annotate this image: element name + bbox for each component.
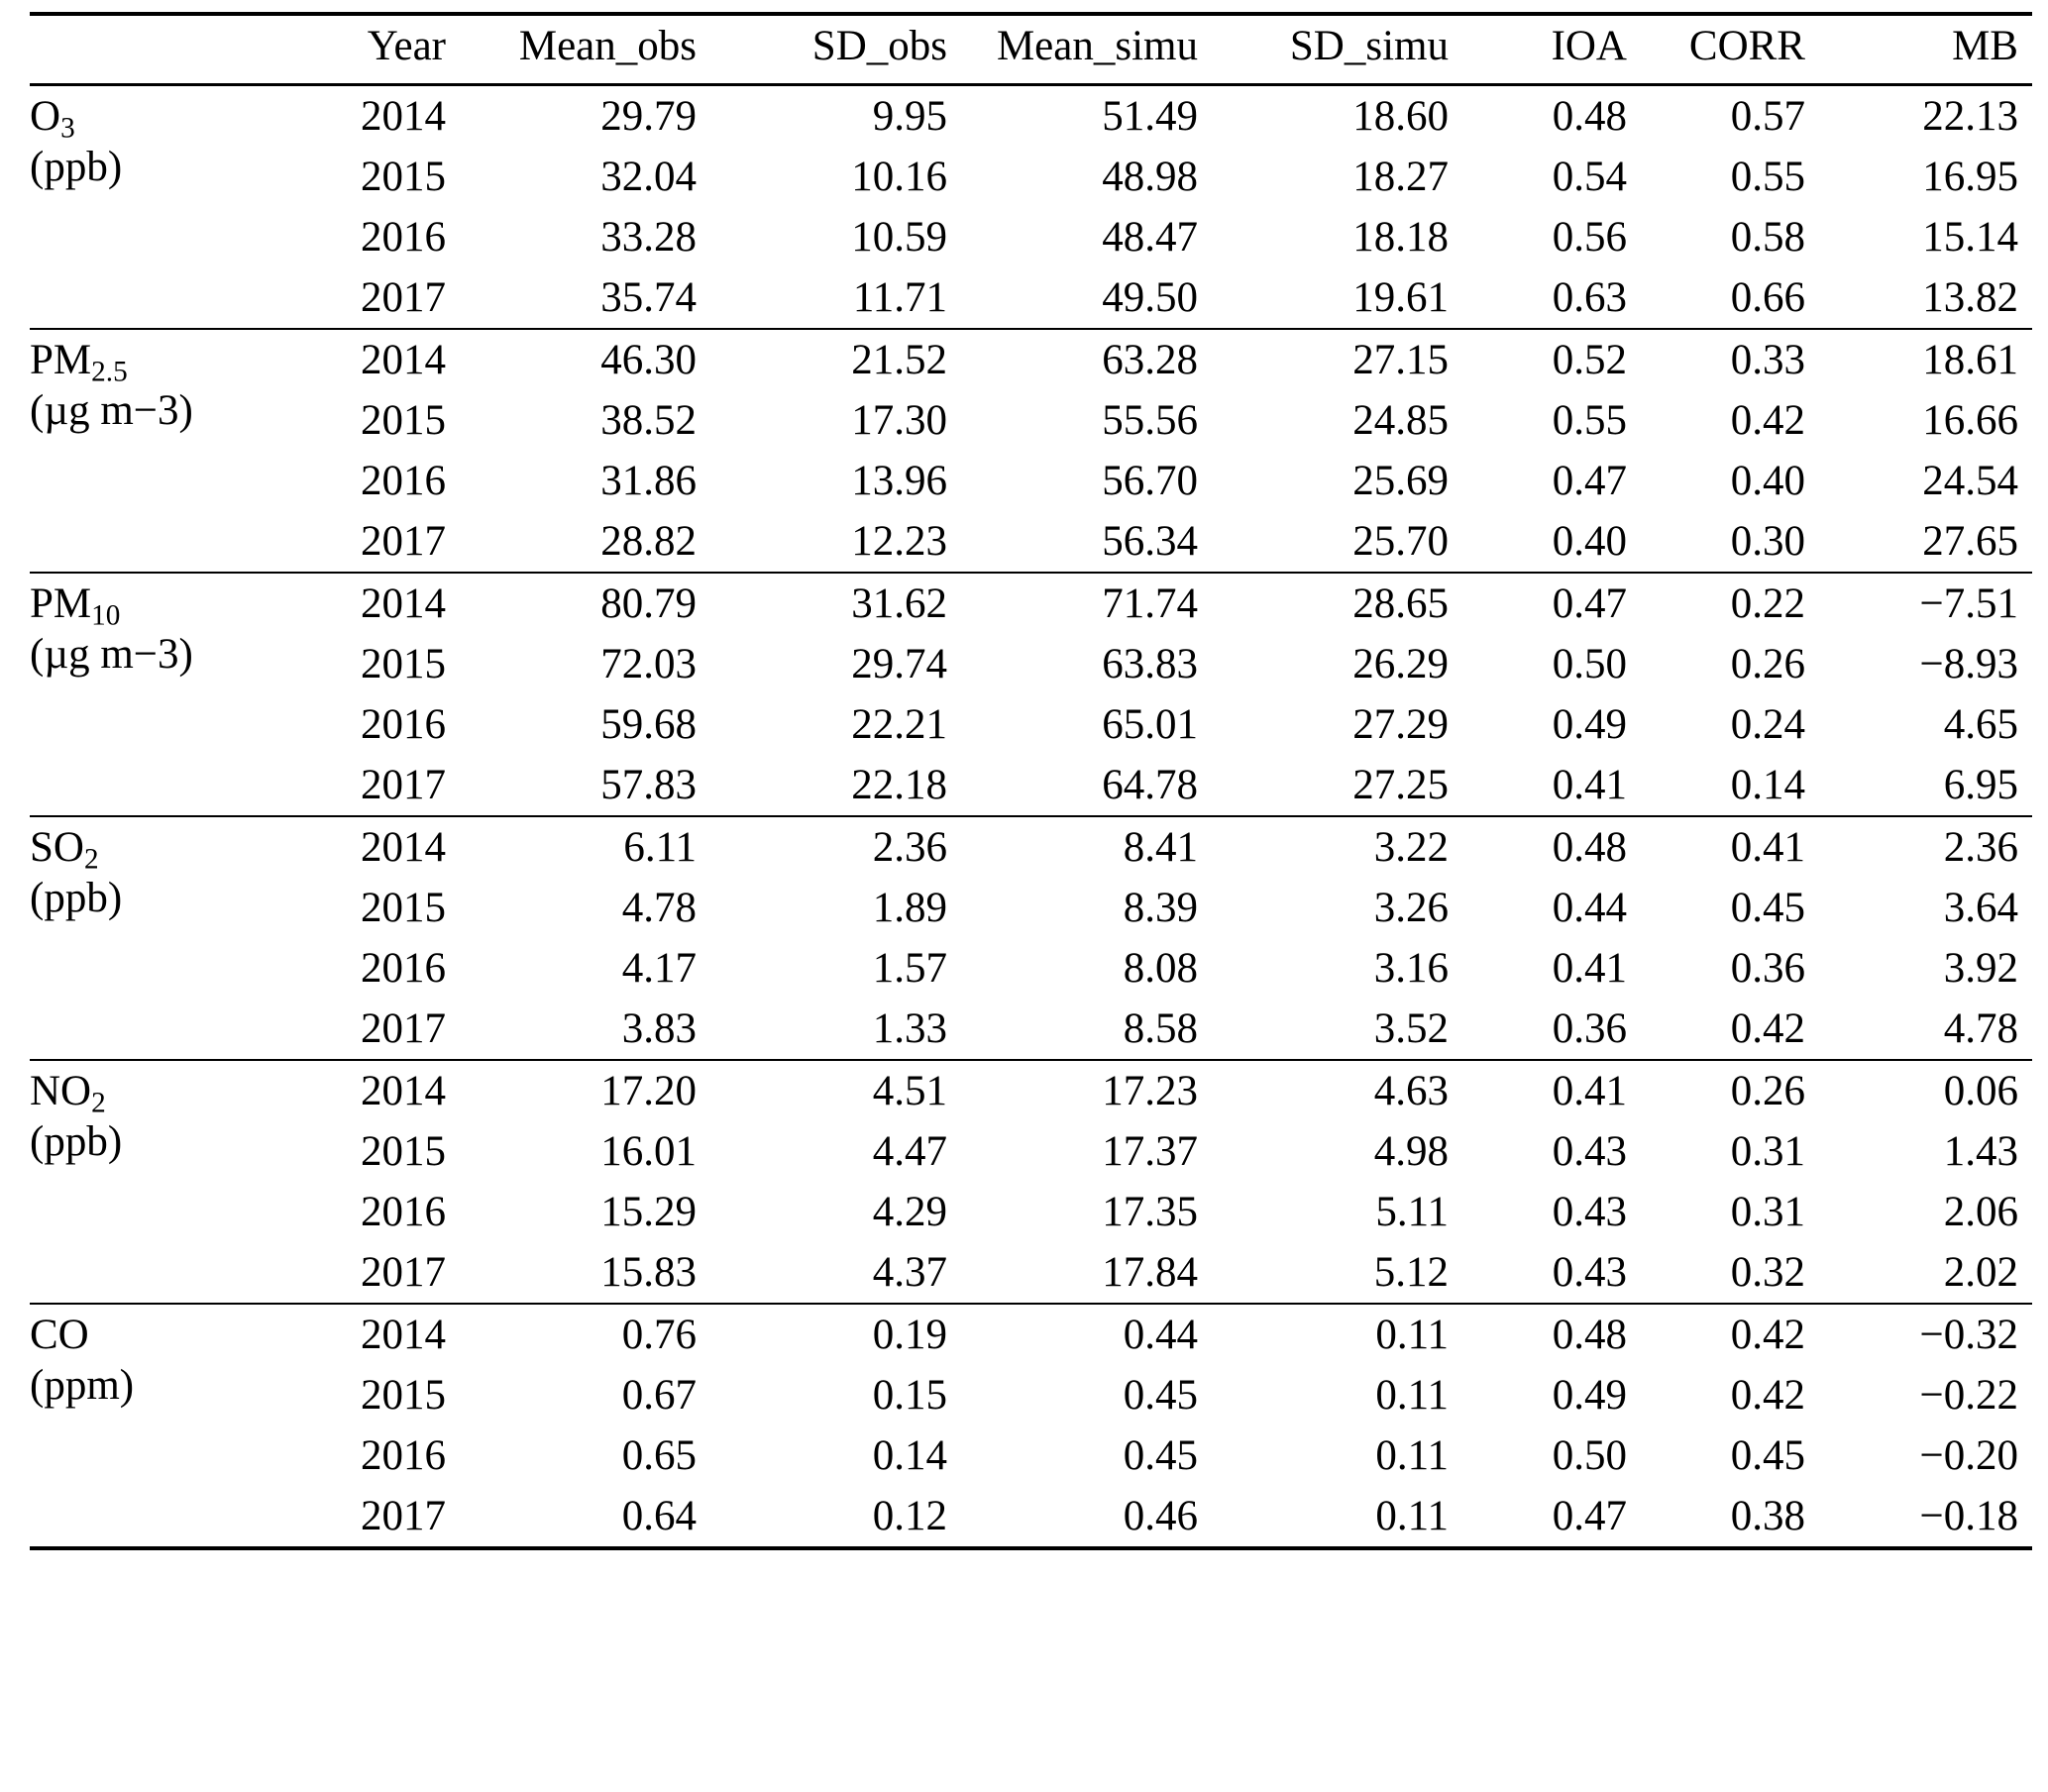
cell-corr: 0.66	[1730, 274, 1805, 321]
cell-year: 2016	[361, 945, 446, 992]
cell-mb: 18.61	[1922, 337, 2018, 383]
cell-year: 2015	[361, 397, 446, 444]
cell-mean-obs: 31.86	[600, 458, 697, 504]
cell-sd-obs: 1.33	[872, 1005, 947, 1052]
cell-mean-simu: 56.34	[1102, 518, 1198, 565]
cell-ioa: 0.48	[1552, 93, 1627, 140]
cell-sd-obs: 1.89	[872, 885, 947, 931]
table-row	[30, 694, 2032, 755]
cell-sd-simu: 18.60	[1352, 93, 1449, 140]
cell-corr: 0.36	[1730, 945, 1805, 992]
cell-mean-obs: 0.76	[621, 1312, 697, 1358]
column-header-species	[30, 14, 289, 85]
cell-mb: 2.36	[1943, 824, 2018, 871]
cell-year: 2015	[361, 1372, 446, 1419]
species-name: PM	[30, 580, 92, 627]
species-subscript: 3	[60, 112, 75, 145]
cell-ioa: 0.43	[1552, 1189, 1627, 1235]
cell-ioa: 0.47	[1552, 458, 1627, 504]
cell-mean-simu: 65.01	[1102, 701, 1198, 748]
cell-sd-obs: 1.57	[872, 945, 947, 992]
cell-year: 2016	[361, 701, 446, 748]
cell-mb: 4.78	[1943, 1005, 2018, 1052]
cell-mb: 3.64	[1943, 885, 2018, 931]
cell-mb: 27.65	[1922, 518, 2018, 565]
cell-mean-obs: 0.65	[621, 1432, 697, 1479]
cell-mean-simu: 64.78	[1102, 762, 1198, 808]
species-name: NO	[30, 1068, 92, 1114]
cell-corr: 0.42	[1730, 1005, 1805, 1052]
cell-sd-obs: 29.74	[851, 641, 947, 687]
cell-mean-simu: 56.70	[1102, 458, 1198, 504]
cell-sd-simu: 27.25	[1352, 762, 1449, 808]
cell-mean-simu: 55.56	[1102, 397, 1198, 444]
cell-sd-simu: 4.63	[1373, 1068, 1449, 1114]
table-row	[30, 147, 2032, 207]
cell-sd-simu: 28.65	[1352, 580, 1449, 627]
cell-year: 2014	[361, 824, 446, 871]
column-header-sd-obs: SD_obs	[811, 23, 947, 69]
cell-ioa: 0.43	[1552, 1128, 1627, 1175]
cell-mb: 22.13	[1922, 93, 2018, 140]
cell-year: 2015	[361, 154, 446, 200]
species-name: O	[30, 93, 61, 140]
cell-mean-simu: 49.50	[1102, 274, 1198, 321]
cell-mb: 1.43	[1943, 1128, 2018, 1175]
table-row	[30, 878, 2032, 938]
table-header	[30, 14, 2032, 85]
cell-year: 2014	[361, 1068, 446, 1114]
cell-mean-obs: 15.83	[600, 1249, 697, 1296]
cell-mean-obs: 38.52	[600, 397, 697, 444]
column-header-sd-simu: SD_simu	[1289, 23, 1449, 69]
column-header-mean-simu: Mean_simu	[996, 23, 1198, 69]
cell-year: 2017	[361, 762, 446, 808]
cell-sd-obs: 0.14	[872, 1432, 947, 1479]
cell-sd-obs: 0.12	[872, 1493, 947, 1539]
table-group-pm25	[30, 329, 2032, 573]
cell-year: 2016	[361, 1432, 446, 1479]
species-label-pm10	[30, 573, 289, 816]
cell-sd-simu: 27.15	[1352, 337, 1449, 383]
cell-corr: 0.31	[1730, 1189, 1805, 1235]
table-row	[30, 816, 2032, 878]
cell-year: 2017	[361, 1493, 446, 1539]
table-row	[30, 390, 2032, 451]
cell-ioa: 0.41	[1552, 1068, 1627, 1114]
cell-mean-simu: 48.47	[1102, 214, 1198, 261]
cell-corr: 0.42	[1730, 397, 1805, 444]
cell-ioa: 0.49	[1552, 701, 1627, 748]
cell-mb: 24.54	[1922, 458, 2018, 504]
cell-corr: 0.26	[1730, 1068, 1805, 1114]
cell-ioa: 0.41	[1552, 762, 1627, 808]
cell-mean-simu: 0.46	[1123, 1493, 1198, 1539]
cell-sd-simu: 19.61	[1352, 274, 1449, 321]
cell-ioa: 0.44	[1552, 885, 1627, 931]
table-group-o3	[30, 85, 2032, 330]
table-row	[30, 267, 2032, 329]
cell-mb: 2.06	[1943, 1189, 2018, 1235]
species-name: CO	[30, 1312, 89, 1358]
cell-ioa: 0.50	[1552, 641, 1627, 687]
cell-mean-obs: 0.64	[621, 1493, 697, 1539]
cell-ioa: 0.54	[1552, 154, 1627, 200]
cell-corr: 0.41	[1730, 824, 1805, 871]
cell-sd-obs: 22.18	[851, 762, 947, 808]
cell-mean-obs: 15.29	[600, 1189, 697, 1235]
species-subscript: 2	[83, 843, 99, 876]
cell-mean-obs: 16.01	[600, 1128, 697, 1175]
cell-corr: 0.24	[1730, 701, 1805, 748]
cell-corr: 0.31	[1730, 1128, 1805, 1175]
cell-mean-obs: 0.67	[621, 1372, 697, 1419]
cell-sd-obs: 11.71	[852, 274, 947, 321]
cell-mb: −0.20	[1919, 1432, 2018, 1479]
cell-year: 2014	[361, 1312, 446, 1358]
cell-corr: 0.14	[1730, 762, 1805, 808]
cell-ioa: 0.40	[1552, 518, 1627, 565]
cell-ioa: 0.41	[1552, 945, 1627, 992]
cell-mean-obs: 28.82	[600, 518, 697, 565]
cell-corr: 0.30	[1730, 518, 1805, 565]
species-label-no2	[30, 1060, 289, 1304]
cell-corr: 0.57	[1730, 93, 1805, 140]
cell-sd-simu: 0.11	[1375, 1312, 1449, 1358]
table-row	[30, 1486, 2032, 1548]
table-row	[30, 85, 2032, 148]
species-name: PM	[30, 337, 92, 383]
cell-mean-simu: 51.49	[1102, 93, 1198, 140]
table-row	[30, 573, 2032, 634]
cell-mean-simu: 71.74	[1102, 580, 1198, 627]
cell-year: 2016	[361, 214, 446, 261]
cell-year: 2014	[361, 580, 446, 627]
table-row	[30, 938, 2032, 999]
cell-mean-obs: 4.78	[621, 885, 697, 931]
cell-mb: 13.82	[1922, 274, 2018, 321]
cell-year: 2014	[361, 93, 446, 140]
table-row	[30, 1425, 2032, 1486]
cell-corr: 0.32	[1730, 1249, 1805, 1296]
table-group-co	[30, 1304, 2032, 1548]
cell-mean-obs: 57.83	[600, 762, 697, 808]
species-name: SO	[30, 824, 84, 871]
cell-mb: 15.14	[1922, 214, 2018, 261]
cell-ioa: 0.36	[1552, 1005, 1627, 1052]
table-group-so2	[30, 816, 2032, 1060]
cell-sd-obs: 10.16	[851, 154, 947, 200]
species-label-co	[30, 1304, 289, 1548]
cell-sd-obs: 0.19	[872, 1312, 947, 1358]
cell-sd-simu: 25.70	[1352, 518, 1449, 565]
species-label-so2	[30, 816, 289, 1060]
cell-corr: 0.42	[1730, 1372, 1805, 1419]
cell-year: 2017	[361, 518, 446, 565]
cell-corr: 0.38	[1730, 1493, 1805, 1539]
cell-sd-simu: 5.11	[1375, 1189, 1449, 1235]
cell-ioa: 0.47	[1552, 1493, 1627, 1539]
cell-mean-simu: 8.41	[1123, 824, 1198, 871]
statistics-table	[30, 12, 2032, 1550]
table-row	[30, 451, 2032, 511]
cell-sd-obs: 4.37	[872, 1249, 947, 1296]
cell-mean-obs: 6.11	[623, 824, 697, 871]
cell-mean-obs: 29.79	[600, 93, 697, 140]
cell-mean-simu: 0.44	[1123, 1312, 1198, 1358]
table-row	[30, 1365, 2032, 1425]
table-row	[30, 1182, 2032, 1242]
cell-sd-obs: 4.47	[872, 1128, 947, 1175]
cell-corr: 0.40	[1730, 458, 1805, 504]
cell-mb: 3.92	[1943, 945, 2018, 992]
cell-ioa: 0.63	[1552, 274, 1627, 321]
cell-sd-obs: 12.23	[851, 518, 947, 565]
cell-sd-simu: 27.29	[1352, 701, 1449, 748]
cell-mb: 16.66	[1922, 397, 2018, 444]
cell-ioa: 0.48	[1552, 1312, 1627, 1358]
species-label-pm25	[30, 329, 289, 573]
table-row	[30, 755, 2032, 816]
cell-corr: 0.22	[1730, 580, 1805, 627]
table-row	[30, 1304, 2032, 1365]
cell-mean-obs: 35.74	[600, 274, 697, 321]
cell-year: 2015	[361, 641, 446, 687]
table-row	[30, 1242, 2032, 1304]
table-row	[30, 999, 2032, 1060]
cell-mb: −0.18	[1919, 1493, 2018, 1539]
column-header-corr: CORR	[1688, 23, 1805, 69]
species-unit: (µg m−3)	[30, 386, 193, 434]
cell-ioa: 0.48	[1552, 824, 1627, 871]
cell-mean-simu: 8.58	[1123, 1005, 1198, 1052]
cell-sd-simu: 24.85	[1352, 397, 1449, 444]
table-row	[30, 1060, 2032, 1121]
cell-mb: 6.95	[1943, 762, 2018, 808]
table-row	[30, 634, 2032, 694]
cell-year: 2017	[361, 274, 446, 321]
cell-mean-obs: 33.28	[600, 214, 697, 261]
cell-corr: 0.26	[1730, 641, 1805, 687]
column-header-ioa: IOA	[1551, 23, 1627, 69]
cell-mean-simu: 17.23	[1102, 1068, 1198, 1114]
cell-mb: 16.95	[1922, 154, 2018, 200]
cell-year: 2016	[361, 1189, 446, 1235]
cell-mean-obs: 4.17	[621, 945, 697, 992]
cell-mean-obs: 59.68	[600, 701, 697, 748]
cell-sd-obs: 0.15	[872, 1372, 947, 1419]
column-header-mb: MB	[1952, 23, 2018, 69]
cell-mb: −0.32	[1919, 1312, 2018, 1358]
cell-mb: −0.22	[1919, 1372, 2018, 1419]
cell-year: 2015	[361, 1128, 446, 1175]
cell-year: 2014	[361, 337, 446, 383]
cell-ioa: 0.49	[1552, 1372, 1627, 1419]
cell-mean-simu: 0.45	[1123, 1432, 1198, 1479]
cell-mb: 2.02	[1943, 1249, 2018, 1296]
cell-year: 2017	[361, 1249, 446, 1296]
cell-sd-simu: 3.52	[1373, 1005, 1449, 1052]
cell-sd-simu: 3.16	[1373, 945, 1449, 992]
species-unit: (ppb)	[30, 143, 123, 190]
cell-sd-simu: 3.22	[1373, 824, 1449, 871]
cell-sd-obs: 4.29	[872, 1189, 947, 1235]
cell-mb: −7.51	[1919, 580, 2018, 627]
cell-mean-simu: 17.37	[1102, 1128, 1198, 1175]
species-subscript: 2	[91, 1087, 106, 1119]
cell-year: 2015	[361, 885, 446, 931]
cell-sd-simu: 5.12	[1373, 1249, 1449, 1296]
table-row	[30, 1121, 2032, 1182]
cell-mb: 4.65	[1943, 701, 2018, 748]
cell-ioa: 0.47	[1552, 580, 1627, 627]
cell-mean-simu: 8.08	[1123, 945, 1198, 992]
cell-sd-simu: 0.11	[1375, 1432, 1449, 1479]
cell-mean-obs: 72.03	[600, 641, 697, 687]
cell-corr: 0.42	[1730, 1312, 1805, 1358]
cell-ioa: 0.43	[1552, 1249, 1627, 1296]
cell-sd-obs: 17.30	[851, 397, 947, 444]
cell-mean-simu: 48.98	[1102, 154, 1198, 200]
cell-year: 2016	[361, 458, 446, 504]
cell-mean-obs: 80.79	[600, 580, 697, 627]
cell-corr: 0.45	[1730, 885, 1805, 931]
cell-mean-obs: 17.20	[600, 1068, 697, 1114]
cell-corr: 0.45	[1730, 1432, 1805, 1479]
cell-sd-obs: 21.52	[851, 337, 947, 383]
cell-sd-simu: 0.11	[1375, 1372, 1449, 1419]
table-row	[30, 329, 2032, 390]
cell-sd-simu: 26.29	[1352, 641, 1449, 687]
cell-mean-simu: 0.45	[1123, 1372, 1198, 1419]
cell-sd-obs: 22.21	[851, 701, 947, 748]
table-group-no2	[30, 1060, 2032, 1304]
table-header-row	[30, 14, 2032, 85]
column-header-year: Year	[367, 23, 446, 69]
cell-year: 2017	[361, 1005, 446, 1052]
cell-sd-simu: 18.18	[1352, 214, 1449, 261]
cell-sd-obs: 31.62	[851, 580, 947, 627]
cell-mb: 0.06	[1943, 1068, 2018, 1114]
species-subscript: 10	[91, 599, 121, 632]
species-unit: (ppb)	[30, 1117, 123, 1165]
table-bottom-rule	[30, 1548, 2032, 1550]
cell-mean-simu: 63.83	[1102, 641, 1198, 687]
cell-ioa: 0.50	[1552, 1432, 1627, 1479]
cell-mean-obs: 32.04	[600, 154, 697, 200]
cell-mean-simu: 63.28	[1102, 337, 1198, 383]
cell-sd-simu: 3.26	[1373, 885, 1449, 931]
cell-ioa: 0.55	[1552, 397, 1627, 444]
table-row	[30, 511, 2032, 573]
cell-corr: 0.33	[1730, 337, 1805, 383]
cell-sd-obs: 13.96	[851, 458, 947, 504]
cell-mean-simu: 17.35	[1102, 1189, 1198, 1235]
column-header-mean-obs: Mean_obs	[518, 23, 697, 69]
cell-ioa: 0.56	[1552, 214, 1627, 261]
cell-sd-obs: 4.51	[872, 1068, 947, 1114]
table-group-pm10	[30, 573, 2032, 816]
cell-sd-simu: 18.27	[1352, 154, 1449, 200]
cell-sd-simu: 25.69	[1352, 458, 1449, 504]
species-subscript: 2.5	[91, 356, 128, 388]
cell-mean-simu: 17.84	[1102, 1249, 1198, 1296]
species-unit: (µg m−3)	[30, 630, 193, 678]
cell-mb: −8.93	[1919, 641, 2018, 687]
cell-mean-obs: 46.30	[600, 337, 697, 383]
species-unit: (ppm)	[30, 1361, 135, 1409]
cell-sd-obs: 2.36	[872, 824, 947, 871]
cell-sd-obs: 10.59	[851, 214, 947, 261]
cell-mean-obs: 3.83	[621, 1005, 697, 1052]
cell-corr: 0.55	[1730, 154, 1805, 200]
cell-sd-simu: 4.98	[1373, 1128, 1449, 1175]
cell-sd-simu: 0.11	[1375, 1493, 1449, 1539]
species-label-o3	[30, 85, 289, 330]
cell-corr: 0.58	[1730, 214, 1805, 261]
table-footer	[30, 1548, 2032, 1550]
cell-sd-obs: 9.95	[872, 93, 947, 140]
cell-mean-simu: 8.39	[1123, 885, 1198, 931]
cell-ioa: 0.52	[1552, 337, 1627, 383]
species-unit: (ppb)	[30, 874, 123, 921]
table-row	[30, 207, 2032, 267]
